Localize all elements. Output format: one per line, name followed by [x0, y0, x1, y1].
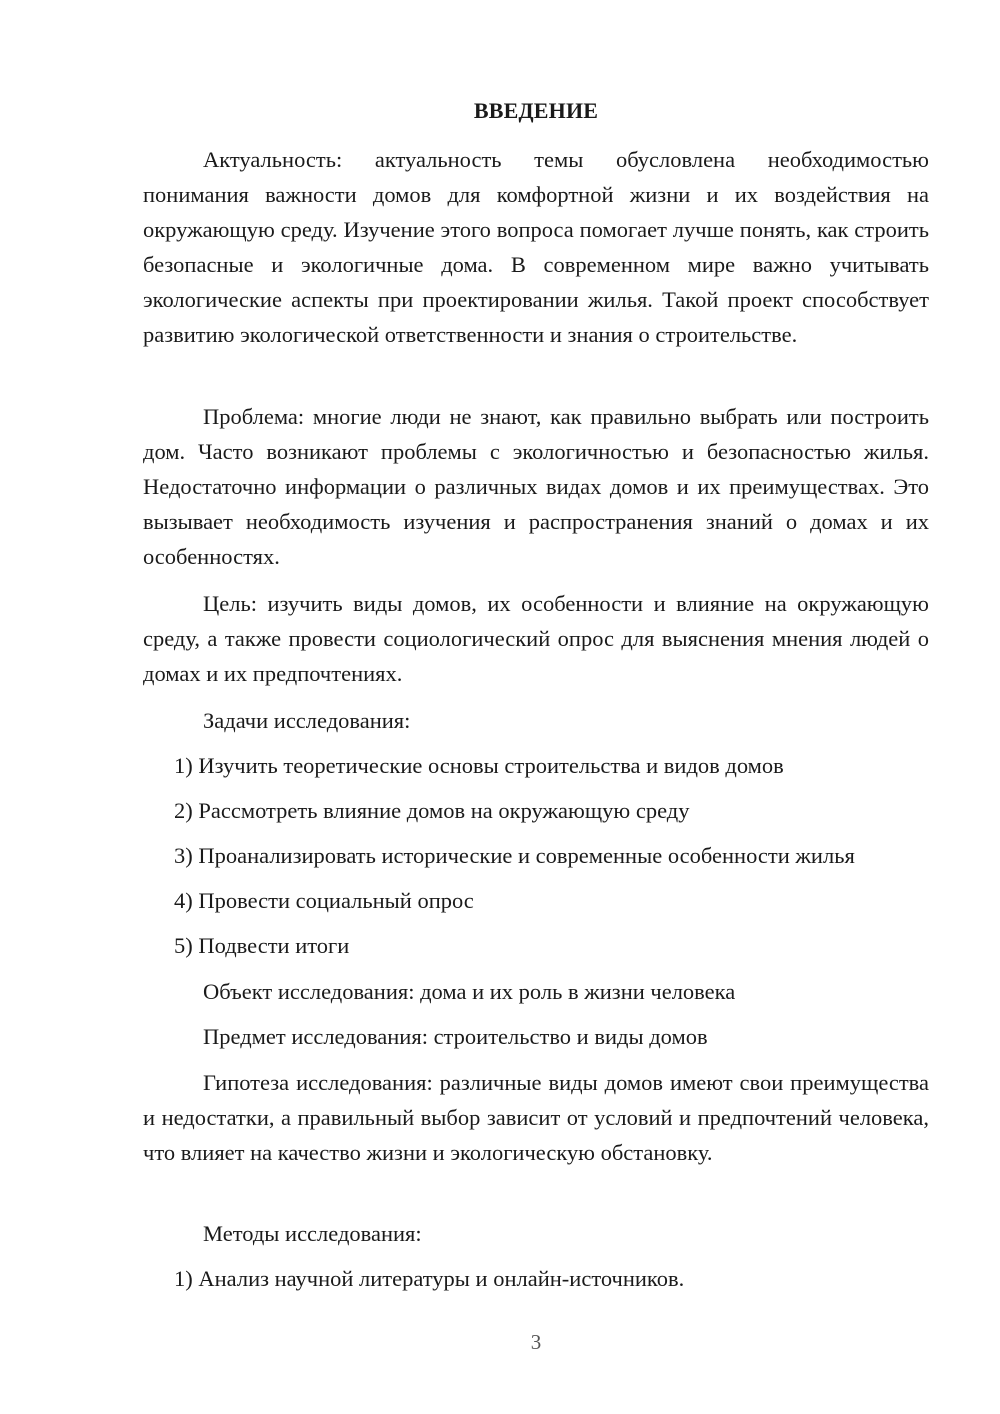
paragraph-problem: Проблема: многие люди не знают, как правильно выбрать или построить дом. Часто возникают проблемы с экологичностью и безопасностью жилья. Недостаточно информации о различных видах домов и их преимуществах. Это вызывает необходимость изучения и распространения знаний о домах и их особенностях.	[143, 404, 929, 569]
paragraph-object: Объект исследования: дома и их роль в жизни человека	[203, 979, 736, 1004]
task-item-1: 1) Изучить теоретические основы строительства и видов домов	[174, 753, 784, 778]
page-title: ВВЕДЕНИЕ	[473, 98, 599, 123]
paragraph-subject: Предмет исследования: строительство и виды домов	[203, 1024, 708, 1049]
method-item-1: 1) Анализ научной литературы и онлайн-источников.	[174, 1266, 685, 1291]
task-item-3: 3) Проанализировать исторические и современные особенности жилья	[174, 843, 855, 868]
paragraph-relevance: Актуальность: актуальность темы обусловлена необходимостью понимания важности домов для комфортной жизни и их воздействия на окружающую среду. Изучение этого вопроса помогает лучше понять, как строить безопасные и экологичные дома. В современном мире важно учитывать экологические аспекты при проектировании жилья. Такой проект способствует развитию экологической ответственности и знания о строительстве.	[143, 147, 929, 347]
paragraph-goal: Цель: изучить виды домов, их особенности и влияние на окружающую среду, а также провести социологический опрос для выяснения мнения людей о домах и их предпочтениях.	[143, 591, 929, 686]
task-item-2: 2) Рассмотреть влияние домов на окружающую среду	[174, 798, 690, 823]
tasks-heading: Задачи исследования:	[203, 708, 411, 733]
methods-heading: Методы исследования:	[203, 1221, 422, 1246]
paragraph-hypothesis: Гипотеза исследования: различные виды домов имеют свои преимущества и недостатки, а правильный выбор зависит от условий и предпочтений человека, что влияет на качество жизни и экологическую обстановку.	[143, 1070, 929, 1165]
task-item-4: 4) Провести социальный опрос	[174, 888, 474, 913]
page-number: 3	[530, 1330, 542, 1354]
task-item-5: 5) Подвести итоги	[174, 933, 350, 958]
